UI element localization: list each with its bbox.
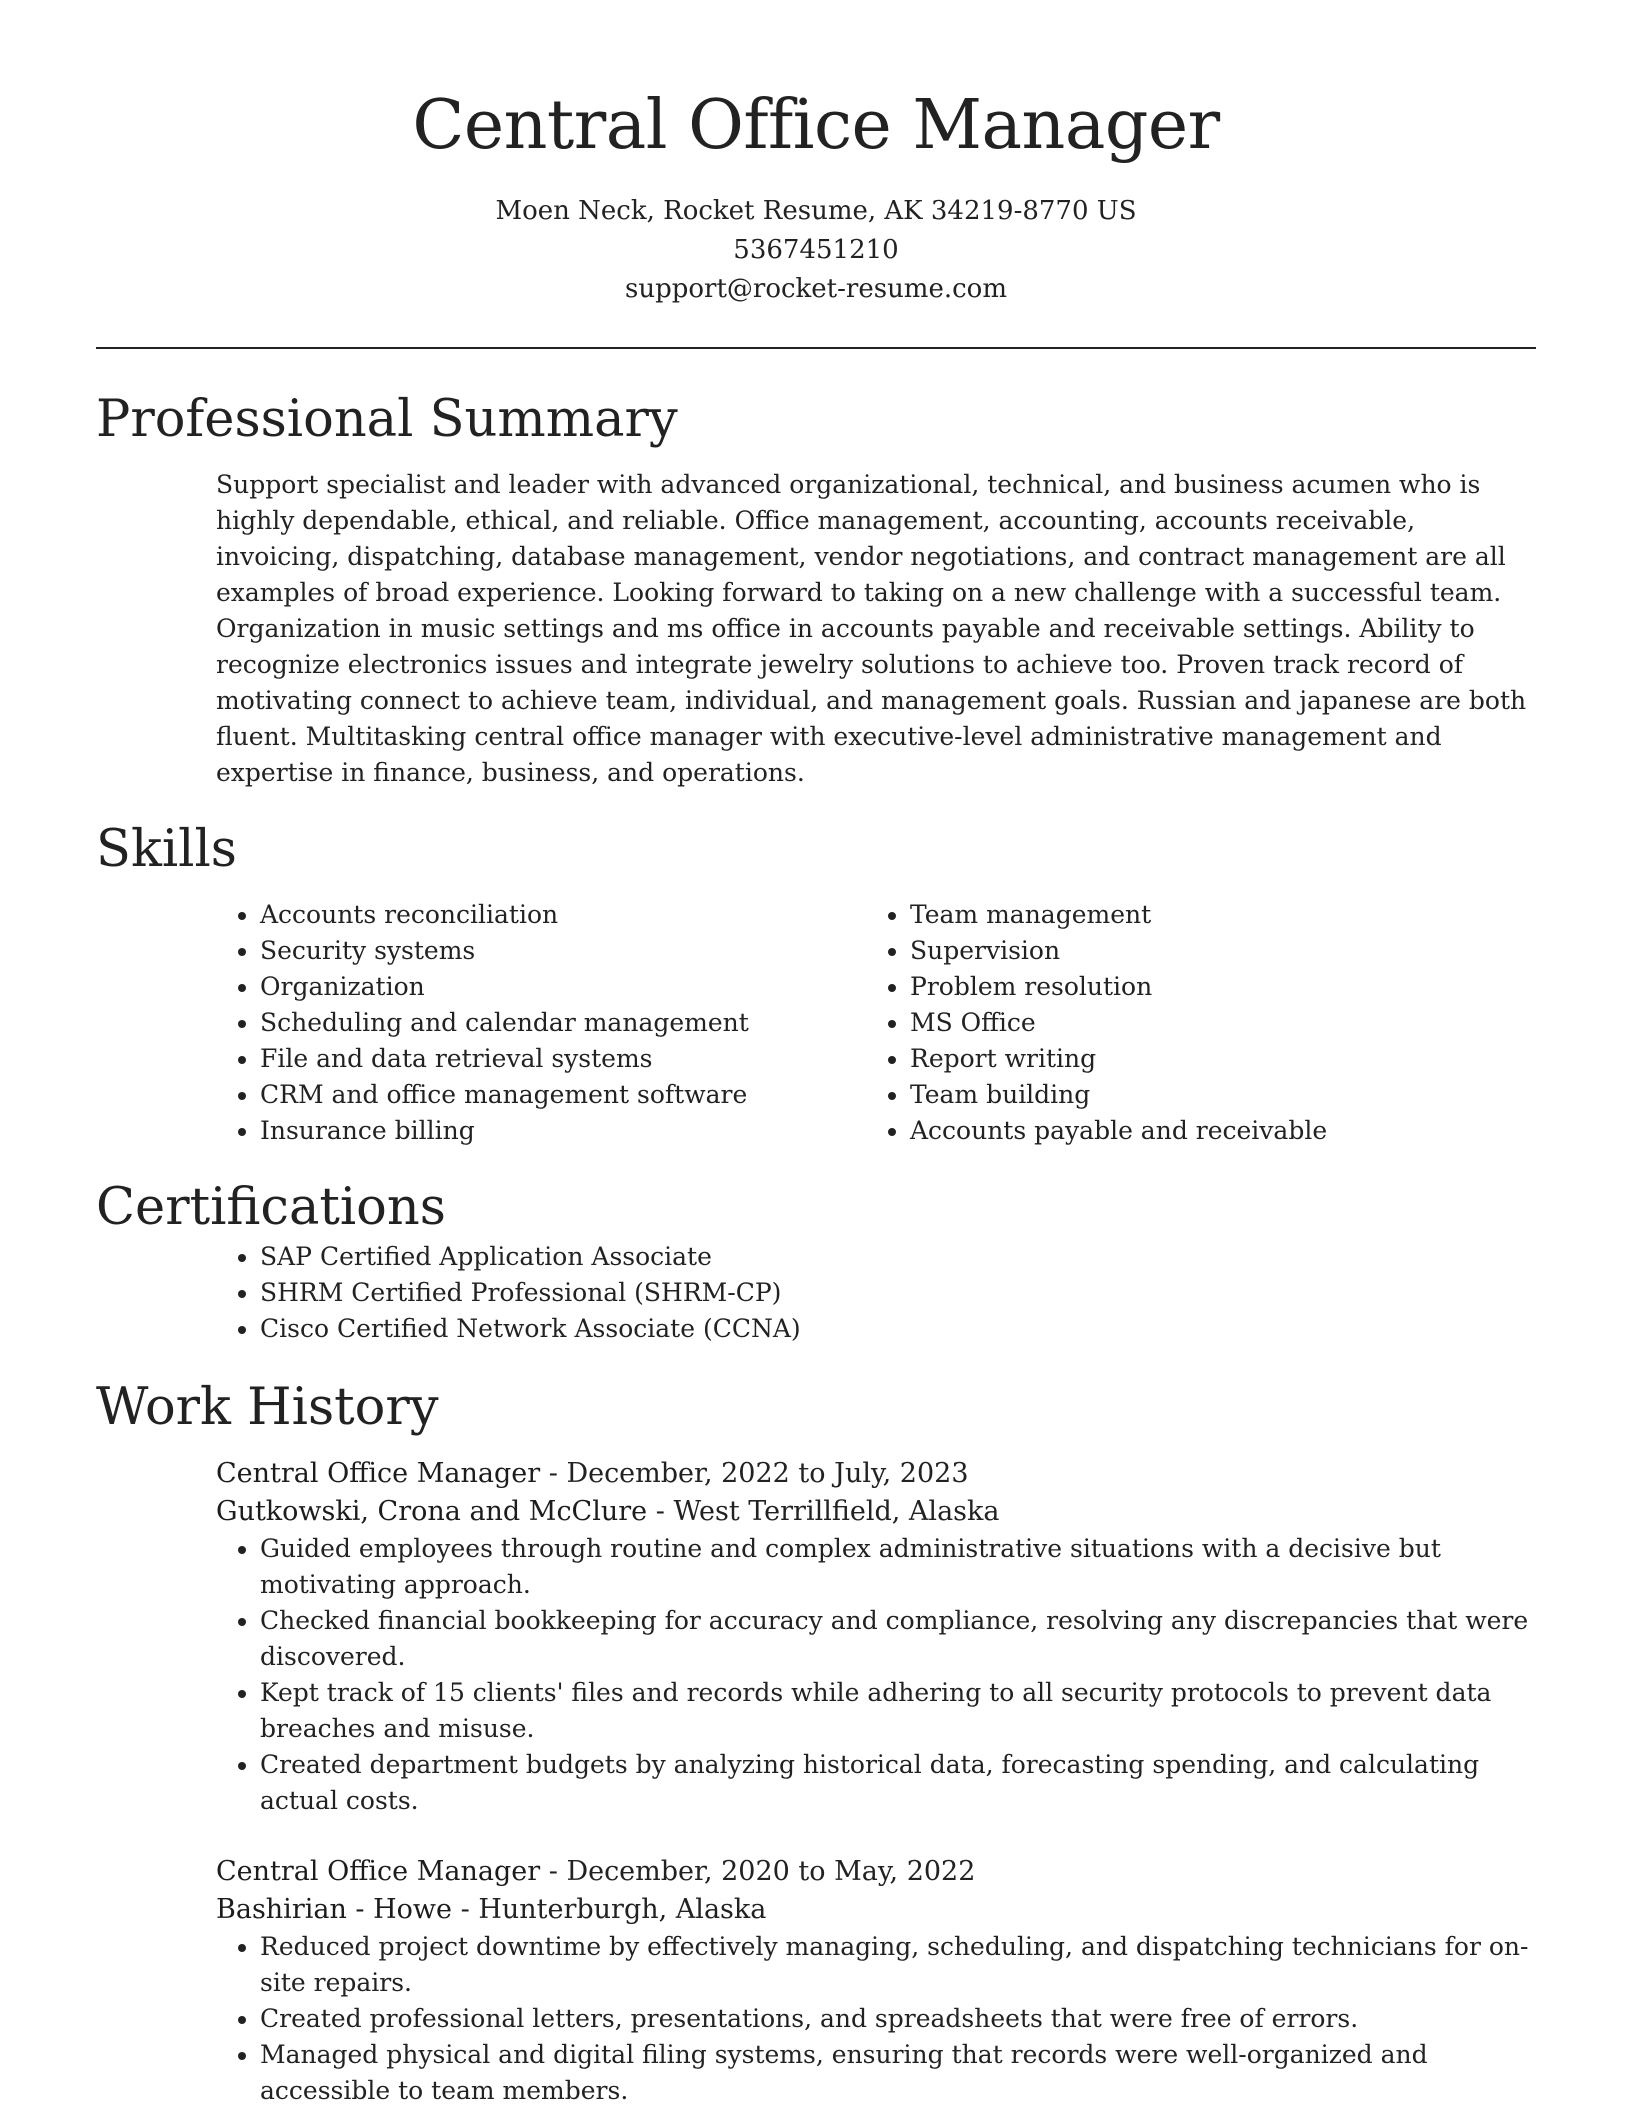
skill-item: • Team management <box>910 897 1560 933</box>
skills-columns <box>96 897 1536 1149</box>
job-duties-list <box>96 1929 1536 2109</box>
job-dates: December, 2022 to July, 2023 <box>566 1458 969 1489</box>
job-entry <box>96 1853 1536 2109</box>
skill-item: • Scheduling and calendar management <box>260 1005 910 1041</box>
skill-item: • Accounts reconciliation <box>260 897 910 933</box>
skills-list-right <box>910 897 1560 1149</box>
job-title-line: Central Office Manager - December, 2022 to July, 2023 <box>216 1458 969 1489</box>
skill-item: • Organization <box>260 969 910 1005</box>
skills-section <box>96 819 1536 1149</box>
job-duty: • Reduced project downtime by effectively managing, scheduling, and dispatching technicians for on-site repairs. <box>260 1929 1536 2001</box>
skills-list-left <box>96 897 910 1149</box>
skill-item: • MS Office <box>910 1005 1560 1041</box>
job-company-line: Gutkowski, Crona and McClure - West Terrillfield, Alaska <box>216 1496 1000 1527</box>
skill-item: • Accounts payable and receivable <box>910 1113 1560 1149</box>
skill-item: • CRM and office management software <box>260 1077 910 1113</box>
summary-heading: Professional Summary <box>96 390 678 449</box>
contact-block <box>96 192 1536 309</box>
certification-item: • SAP Certified Application Associate <box>260 1239 1536 1275</box>
job-entry <box>96 1455 1536 1819</box>
certification-item: • Cisco Certified Network Associate (CCNA) <box>260 1311 1536 1347</box>
candidate-title: Central Office Manager <box>412 86 1220 165</box>
summary-section <box>96 389 1536 791</box>
skill-item: • Security systems <box>260 933 910 969</box>
work-history-heading: Work History <box>96 1378 439 1437</box>
job-duty: • Created professional letters, presentations, and spreadsheets that were free of errors. <box>260 2001 1536 2037</box>
skill-item: • Supervision <box>910 933 1560 969</box>
job-location: West Terrillfield, Alaska <box>673 1496 1000 1527</box>
job-title-line: Central Office Manager - December, 2020 to May, 2022 <box>216 1856 976 1887</box>
job-role: Central Office Manager <box>216 1458 541 1489</box>
work-history-section <box>96 1377 1536 2109</box>
job-company: Bashirian - Howe <box>216 1894 453 1925</box>
certifications-list <box>96 1239 1536 1347</box>
skill-item: • File and data retrieval systems <box>260 1041 910 1077</box>
job-dates: December, 2020 to May, 2022 <box>566 1856 976 1887</box>
job-company: Gutkowski, Crona and McClure <box>216 1496 648 1527</box>
summary-text: Support specialist and leader with advanced organizational, technical, and business acumen who is highly dependable, ethical, and reliable. Office management, accounting, accounts receivable, invoicing, dispatching, database management, vendor negotiations, and contract management are all examples of broad experience. Looking forward to taking on a new challenge with a successful team. Organization in music settings and ms office in accounts payable and receivable settings. Ability to recognize electronics issues and integrate jewelry solutions to achieve too. Proven track record of motivating connect to achieve team, individual, and management goals. Russian and japanese are both fluent. Multitasking central office manager with executive-level administrative management and expertise in finance, business, and operations. <box>216 470 1527 787</box>
certifications-heading: Certifications <box>96 1178 446 1237</box>
certifications-section <box>96 1177 1536 1347</box>
contact-email: support@rocket-resume.com <box>624 274 1007 304</box>
skill-item: • Problem resolution <box>910 969 1560 1005</box>
job-role: Central Office Manager <box>216 1856 541 1887</box>
header-divider <box>96 347 1536 349</box>
resume-header <box>96 0 1536 309</box>
job-location: Hunterburgh, Alaska <box>478 1894 767 1925</box>
skill-item: • Report writing <box>910 1041 1560 1077</box>
job-duties-list <box>96 1531 1536 1819</box>
contact-address: Moen Neck, Rocket Resume, AK 34219-8770 US <box>495 196 1137 226</box>
contact-phone: 5367451210 <box>733 235 899 265</box>
job-duty: • Kept track of 15 clients' files and records while adhering to all security protocols to prevent data breaches and misuse. <box>260 1675 1536 1747</box>
job-duty: • Managed physical and digital filing systems, ensuring that records were well-organized and accessible to team members. <box>260 2037 1536 2109</box>
skill-item: • Team building <box>910 1077 1560 1113</box>
job-duty: • Guided employees through routine and complex administrative situations with a decisive but motivating approach. <box>260 1531 1536 1603</box>
certification-item: • SHRM Certified Professional (SHRM-CP) <box>260 1275 1536 1311</box>
job-duty: • Checked financial bookkeeping for accuracy and compliance, resolving any discrepancies that were discovered. <box>260 1603 1536 1675</box>
skill-item: • Insurance billing <box>260 1113 910 1149</box>
job-duty: • Created department budgets by analyzing historical data, forecasting spending, and calculating actual costs. <box>260 1747 1536 1819</box>
skills-heading: Skills <box>96 820 237 879</box>
job-company-line: Bashirian - Howe - Hunterburgh, Alaska <box>216 1894 767 1925</box>
